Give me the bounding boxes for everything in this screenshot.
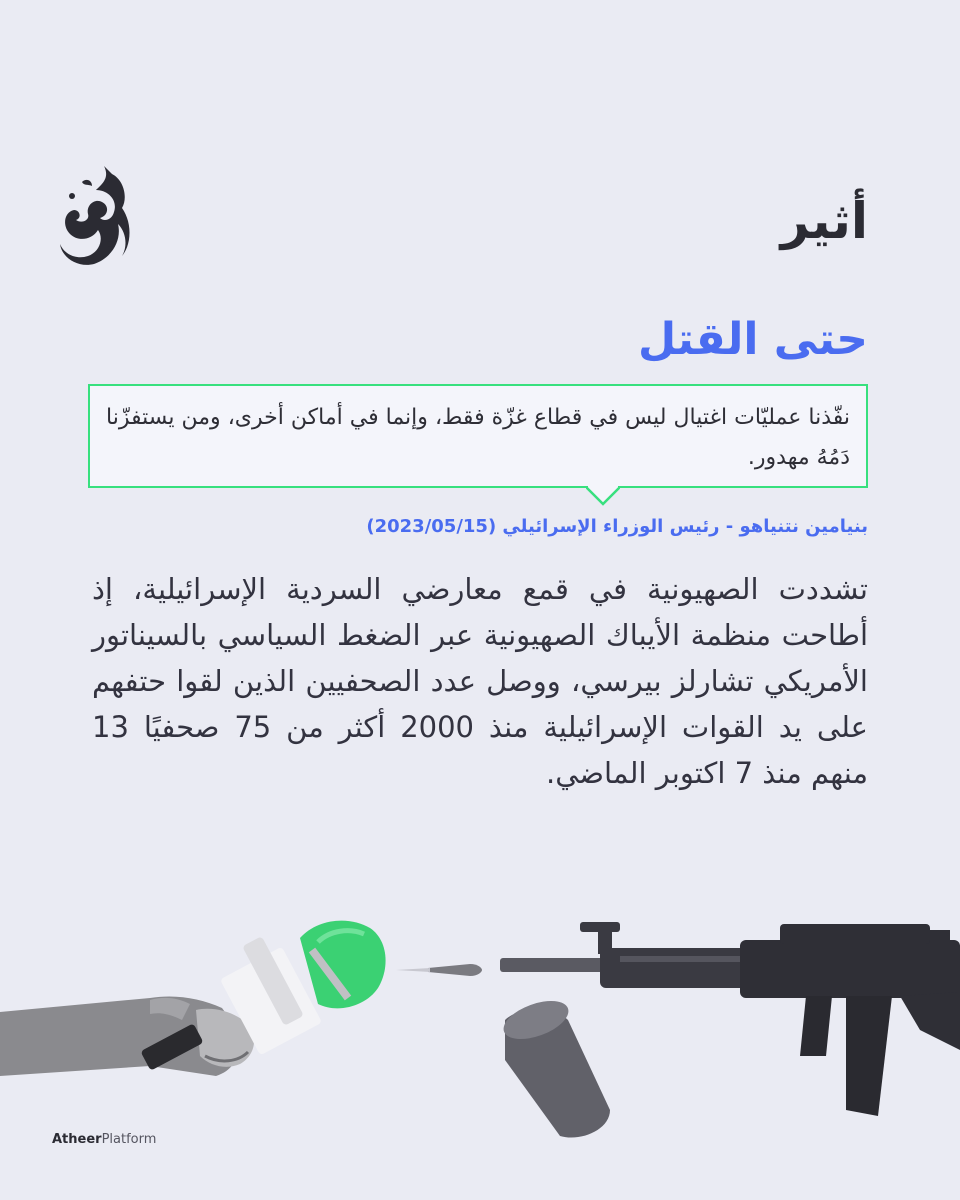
quote-box	[88, 384, 868, 488]
bullet-icon	[396, 964, 482, 976]
brand-name: أثير	[780, 192, 868, 250]
quote-pointer	[586, 486, 620, 506]
quote-text: نفّذنا عمليّات اغتيال ليس في قطاع غزّة فقط، وإنما في أماكن أخرى، ومن يستفزّنا دَمُهُ مهدور.	[106, 405, 850, 470]
body-paragraph: تشددت الصهيونية في قمع معارضي السردية الإسرائيلية، إذ أطاحت منظمة الأيباك الصهيونية عبر الضغط السياسي بالسيناتور الأمريكي تشارلز بيرسي، ووصل عدد الصحفيين الذين لقوا حتفهم على يد القوات الإسرائيلية منذ 2000 أكثر من 75 صحفيًا 13 منهم منذ 7 اكتوبر الماضي.	[92, 572, 868, 790]
hand-holding-microphone	[0, 996, 254, 1076]
footer-brand-bold: Atheer	[52, 1132, 102, 1147]
footer-brand-light: Platform	[101, 1132, 157, 1147]
al-jazeera-logo-icon	[52, 160, 130, 272]
illustration	[0, 880, 960, 1140]
quote-attribution: بنيامين نتنياهو - رئيس الوزراء الإسرائيلي (2023/05/15)	[366, 516, 868, 537]
cartridge-shadow	[499, 993, 610, 1137]
headline: حتى القتل	[637, 314, 868, 365]
footer-brand	[52, 1133, 156, 1146]
microphone-icon	[140, 921, 385, 1071]
